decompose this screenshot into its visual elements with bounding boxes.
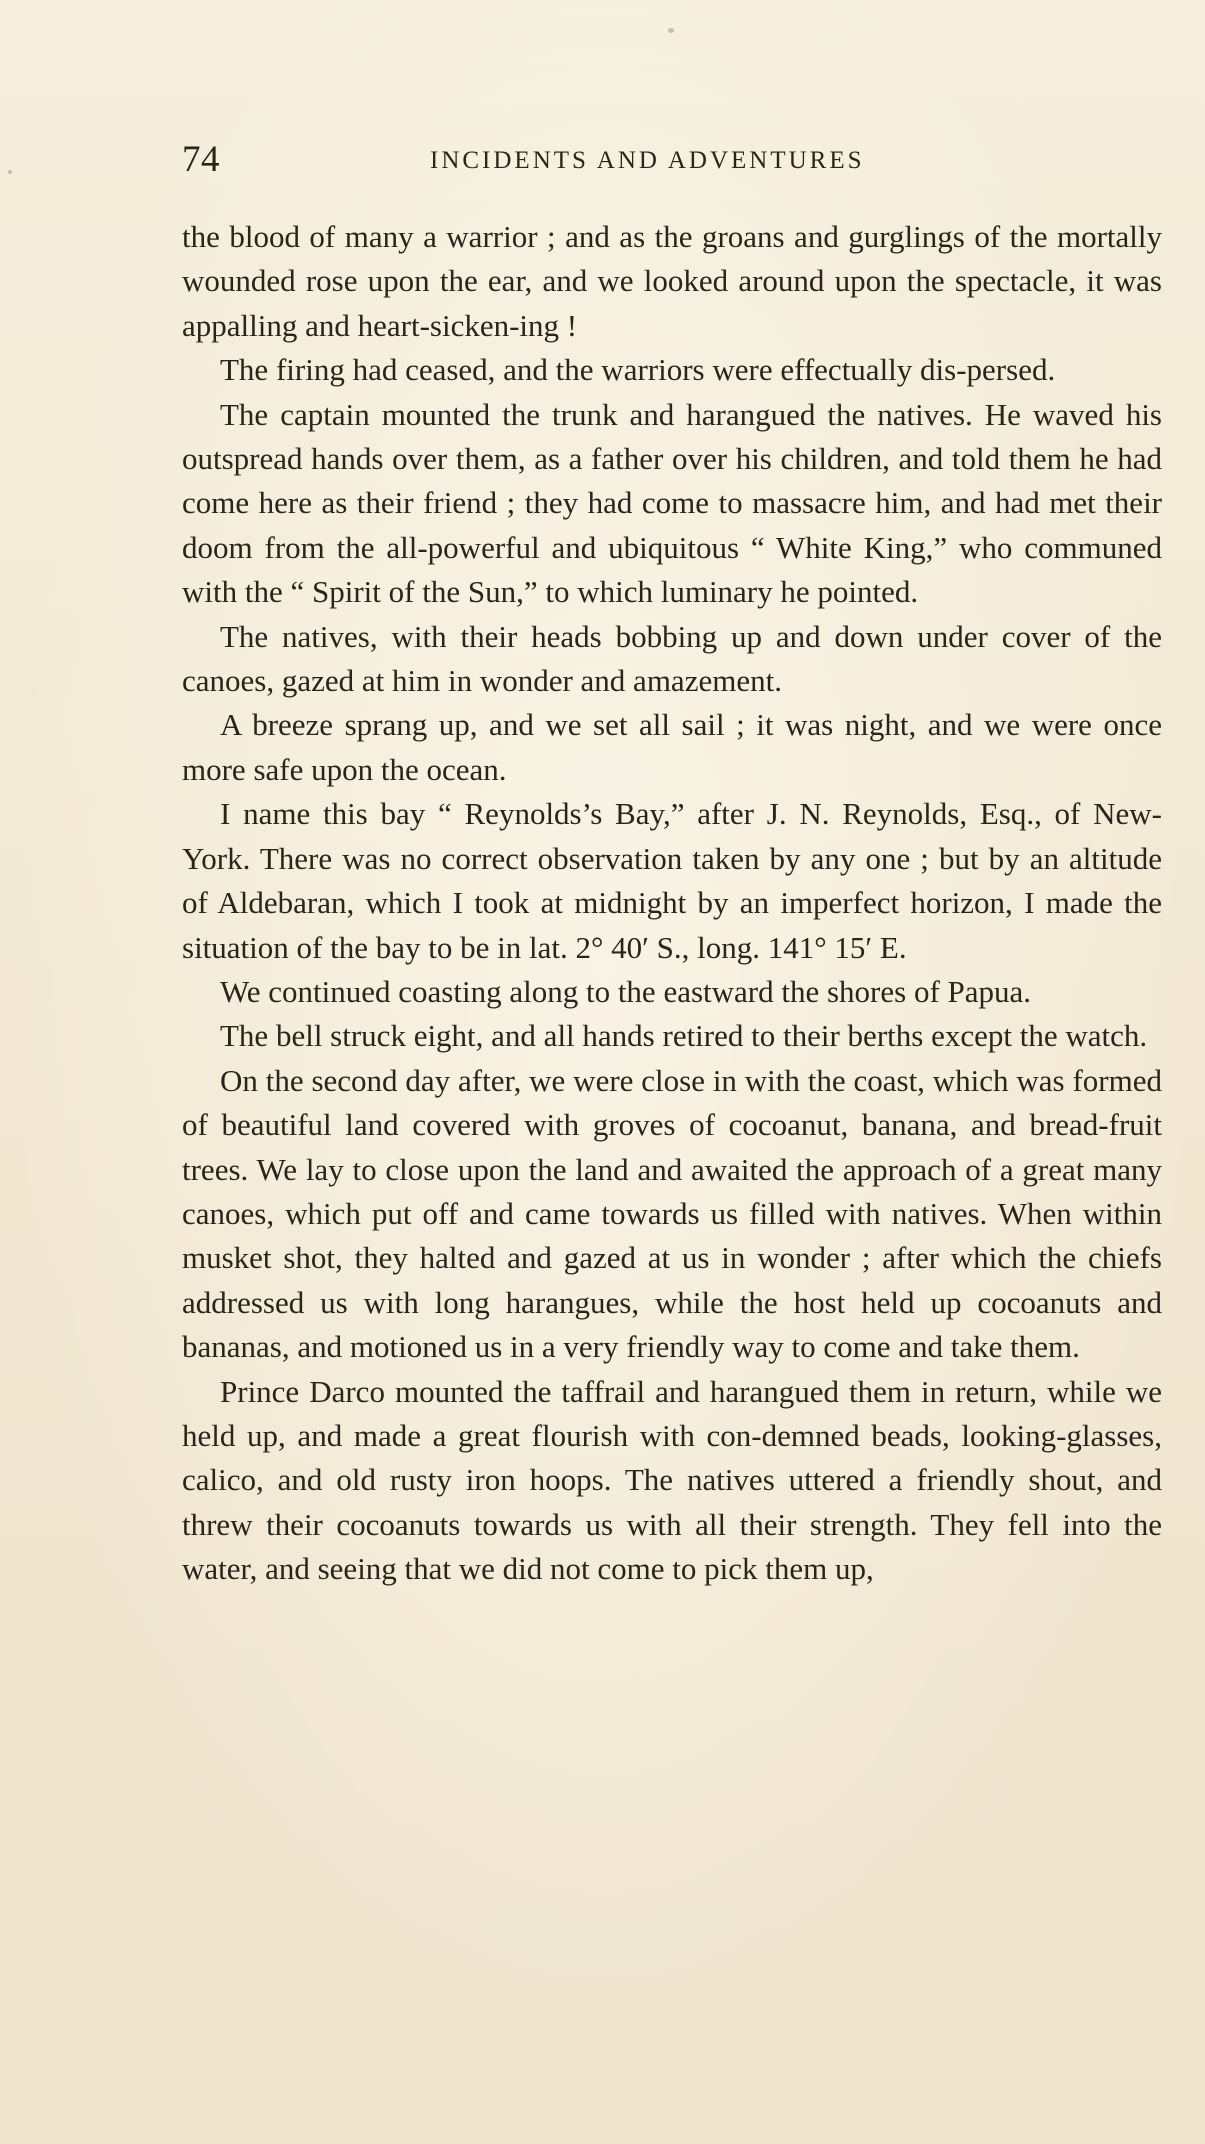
paragraph: I name this bay “ Reynolds’s Bay,” after J. N. Reynolds, Esq., of New-York. There was no correct observation taken by any one ; but by an altitude of Aldebaran, which I took at midnight by an imperfect horizon, I made the situation of the bay to be in lat. 2° 40′ S., long. 141° 15′ E. bbox=[182, 796, 1162, 965]
paper-speck bbox=[668, 28, 674, 33]
page-header bbox=[182, 138, 1172, 178]
paragraph: We continued coasting along to the eastward the shores of Papua. bbox=[220, 973, 1032, 1009]
body-text bbox=[182, 215, 1162, 1592]
paragraph: On the second day after, we were close in with the coast, which was formed of beautiful land covered with groves of cocoanut, banana, and bread-fruit trees. We lay to close upon the land and awaited the approach of a great many canoes, which put off and came towards us filled with natives. When within musket shot, they halted and gazed at us in wonder ; after which the chiefs addressed us with long harangues, while the host held up cocoanuts and bananas, and motioned us in a very friendly way to come and take them. bbox=[182, 1062, 1162, 1365]
paragraph: The natives, with their heads bobbing up and down under cover of the canoes, gazed at him in wonder and amazement. bbox=[182, 618, 1162, 699]
paragraph: The captain mounted the trunk and harangued the natives. He waved his outspread hands over them, as a father over his children, and told them he had come here as their friend ; they had come to massacre him, and had met their doom from the all-powerful and ubiquitous “ White King,” who communed with the “ Spirit of the Sun,” to which luminary he pointed. bbox=[182, 396, 1162, 610]
paragraph: Prince Darco mounted the taffrail and harangued them in return, while we held up, and made a great flourish with con-demned beads, looking-glasses, calico, and old rusty iron hoops. The natives uttered a friendly shout, and threw their cocoanuts towards us with all their strength. They fell into the water, and seeing that we did not come to pick them up, bbox=[182, 1373, 1162, 1587]
paragraph: A breeze sprang up, and we set all sail ; it was night, and we were once more safe upon the ocean. bbox=[182, 707, 1162, 787]
paragraph: the blood of many a warrior ; and as the groans and gurglings of the mortally wounded rose upon the ear, and we looked around upon the spectacle, it was appalling and heart-sicken-ing ! bbox=[182, 219, 1162, 343]
running-head: INCIDENTS AND ADVENTURES bbox=[430, 147, 865, 174]
page-number: 74 bbox=[182, 139, 220, 180]
paragraph: The firing had ceased, and the warriors were effectually dis-persed. bbox=[220, 352, 1056, 388]
paper-speck bbox=[8, 170, 12, 174]
paragraph: The bell struck eight, and all hands retired to their berths except the watch. bbox=[220, 1018, 1148, 1054]
